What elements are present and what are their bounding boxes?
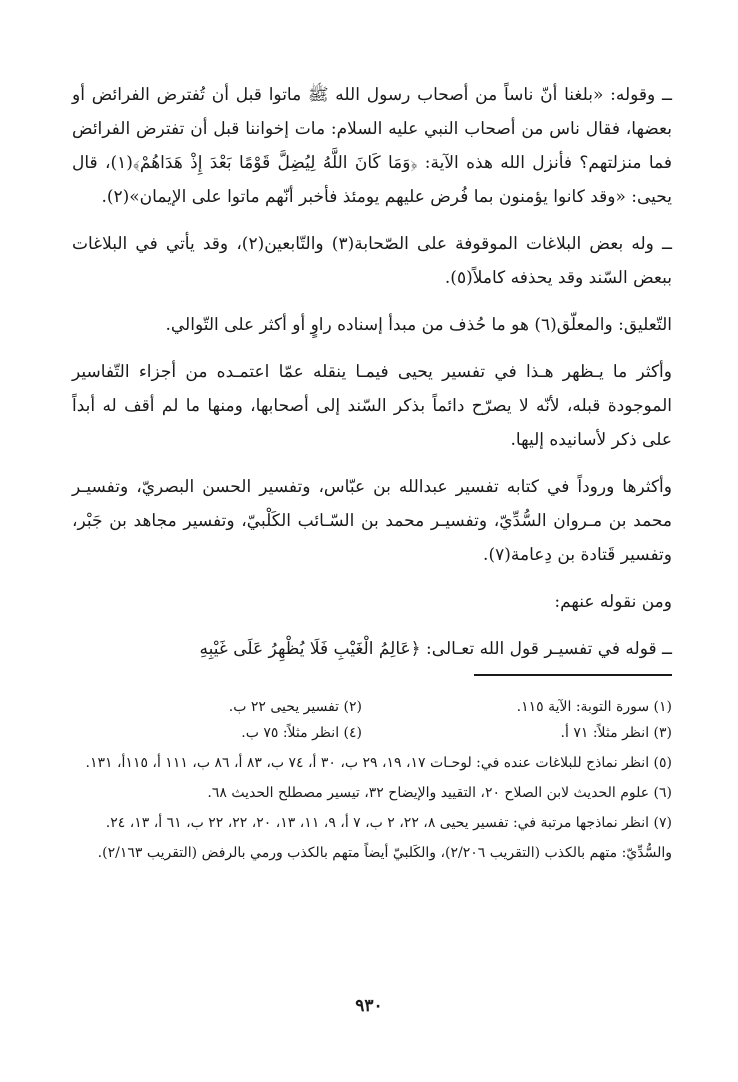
- footnote-4: (٤) انظر مثلاً: ٧٥ ب.: [241, 725, 362, 741]
- main-text: [72, 78, 672, 666]
- footnotes: [72, 694, 672, 866]
- footnote-note: والسُّدِّيّ: متهم بالكذب (التقريب ٢/٢٠٦)، والكَلبيّ أيضاً متهم بالكذب ورمي بالرفض (التقريب ٢/١٦٣).: [97, 845, 672, 861]
- paragraph-4: وأكثر ما يـظهر هـذا في تفسير يحيى فيمـا ينقله عمّا اعتمـده من أجزاء التّفاسير الموجودة قبله، لأنّه لا يصرّح دائماً بذكر السّند إلى أصحابها، ومنها ما لم أقف له أبداً على ذكر لأسانيده إليها.: [72, 362, 672, 450]
- footnote-2: (٢) تفسير يحيى ٢٢ ب.: [228, 699, 362, 715]
- footnote-6: (٦) علوم الحديث لابن الصلاح ٢٠، التقييد والإيضاح ٣٢، تيسير مصطلح الحديث ٦٨.: [207, 785, 672, 801]
- footnote-row-2: [72, 720, 672, 746]
- footnote-7: (٧) انظر نماذجها مرتبة في: تفسير يحيى ٨، ٢٢، ٢ ب، ٧ أ، ٩، ١١، ١٣، ٢٠، ٢٢، ٢٢ ب، ٦١ أ، ١٣، ٢٤.: [105, 815, 672, 831]
- paragraph-5: وأكثرها وروداً في كتابه تفسير عبدالله بن عبّاس، وتفسير الحسن البصريّ، وتفسيـر محمد بن مـروان السُّدِّيّ، وتفسيـر محمد بن السّـائب الكَلْبيّ، وتفسير مجاهد بن جَبْر، وتفسير قَتادة بن دِعامة(٧).: [72, 477, 672, 565]
- footnote-1: (١) سورة التوبة: الآية ١١٥.: [516, 699, 672, 715]
- footnote-divider: [474, 674, 672, 676]
- paragraph-2: ــ وله بعض البلاغات الموقوفة على الصّحابة(٣) والتّابعين(٢)، وقد يأتي في البلاغات ببعض السّند وقد يحذفه كاملاً(٥).: [72, 234, 672, 288]
- footnote-5: (٥) انظر نماذج للبلاغات عنده في: لوحـات ١٧، ١٩، ٢٩ ب، ٣٠ أ، ٧٤ ب، ٨٣ أ، ٨٦ ب، ١١١ أ، ١١٥أ، ١٣١.: [85, 755, 672, 771]
- paragraph-6: ومن نقوله عنهم:: [554, 592, 672, 612]
- footnote-row-1: [72, 694, 672, 720]
- page-number: ٩٣٠: [355, 996, 383, 1016]
- footnote-3: (٣) انظر مثلاً: ٧١ أ.: [560, 725, 672, 741]
- paragraph-1: ــ وقوله: «بلغنا أنّ ناساً من أصحاب رسول الله ﷺ ماتوا قبل أن تُفترض الفرائض أو بعضها، فقال ناس من أصحاب النبي عليه السلام: مات إخواننا قبل أن تفترض الفرائض فما منزلتهم؟ فأنزل الله هذه الآية: ﴿وَمَا كَانَ اللَّهُ لِيُضِلَّ قَوْمًا بَعْدَ إِذْ هَدَاهُمْ﴾(١)، قال يحيى: «وقد كانوا يؤمنون بما فُرض عليهم يومئذ فأخبر أنّهم ماتوا على الإيمان»(٢).: [72, 85, 672, 207]
- paragraph-3: التّعليق: والمعلّق(٦) هو ما حُذف من مبدأ إسناده راوٍ أو أكثر على التّوالي.: [165, 315, 672, 335]
- paragraph-7: ــ قوله في تفسيـر قول الله تعـالى: ﴿عَالِمُ الْغَيْبِ فَلَا يُظْهِرُ عَلَى غَيْبِهِ: [199, 639, 672, 659]
